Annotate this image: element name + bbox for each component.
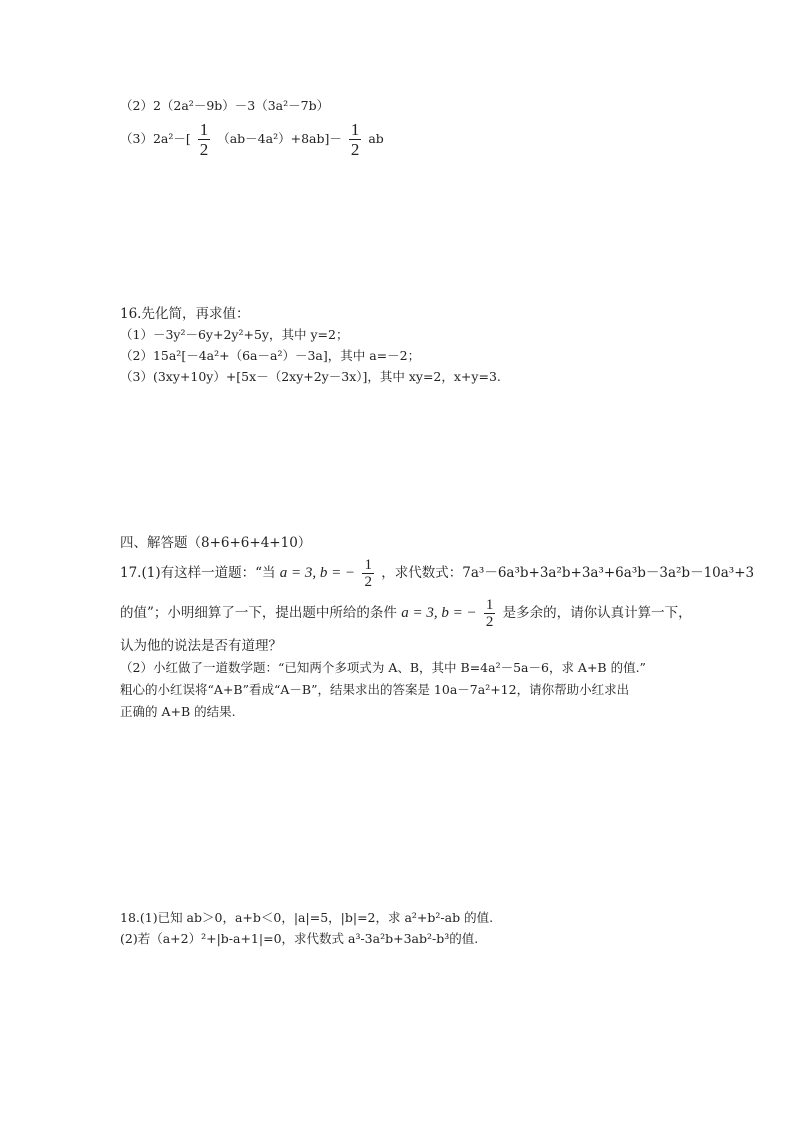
fraction-one-half (484, 597, 496, 630)
q15-item-3-part-b: （ab－4a²）+8ab]－ (217, 131, 342, 146)
q18-item-1: 18.(1)已知 ab＞0，a+b＜0，|a|=5，|b|=2，求 a²+b²-ab 的值. (120, 910, 494, 925)
q18-item-2: (2)若（a+2）²+|b-a+1|=0，求代数式 a³-3a²b+3ab²-b³的值. (120, 931, 479, 946)
q16-item-2: （2）15a²[－4a²+（6a－a²）－3a]，其中 a=－2； (120, 348, 421, 363)
q17-part-1-text-a: 17.(1)有这样一道题：“当 (120, 565, 276, 581)
fraction-numerator: 1 (485, 597, 494, 613)
fraction-one-half (362, 557, 374, 590)
q17-part-1-text-c: 的值”；小明细算了一下，提出题中所给的条件 (120, 605, 397, 621)
q15-item-3 (120, 120, 384, 159)
q15-item-3-part-a: （3）2a²－[ (120, 131, 191, 146)
fraction-one-half (349, 120, 362, 159)
q17-part-2-line-1: （2）小红做了一道数学题：“已知两个多项式为 A、B，其中 B=4a²－5a－6，求 A+B 的值.” (120, 660, 646, 675)
fraction-denominator: 2 (199, 140, 209, 159)
q15-item-3-part-c: ab (368, 131, 384, 146)
q17-part-1-line-2 (120, 597, 692, 630)
q16-item-1: （1）－3y²－6y+2y²+5y，其中 y=2； (120, 327, 349, 342)
q17-part-1-line-1 (120, 557, 754, 590)
fraction-denominator: 2 (364, 574, 372, 590)
fraction-numerator: 1 (350, 120, 360, 139)
fraction-denominator: 2 (350, 140, 360, 159)
fraction-numerator: 1 (364, 557, 372, 573)
q17-part-1-text-b: ，求代数式：7a³－6a³b+3a²b+3a³+6a³b－3a²b－10a³+3 (381, 565, 755, 581)
q16-title: 16.先化简，再求值： (120, 306, 250, 322)
fraction-denominator: 2 (485, 614, 494, 630)
q15-item-2: （2）2（2a²－9b）－3（3a²－7b） (120, 98, 330, 113)
section-4-title: 四、解答题（8+6+6+4+10） (120, 535, 312, 551)
q16-item-3: （3）(3xy+10y）+[5x－（2xy+2y－3x）]，其中 xy=2，x+y=3. (120, 369, 501, 384)
q17-part-2-line-3: 正确的 A+B 的结果. (120, 704, 236, 719)
q17-part-1-text-d: 是多余的，请你认真计算一下， (502, 605, 692, 621)
q17-condition-formula: a = 3, b = − (279, 565, 356, 581)
fraction-numerator: 1 (199, 120, 209, 139)
fraction-one-half (198, 120, 211, 159)
q17-part-1-line-3: 认为他的说法是否有道理？ (120, 638, 282, 654)
q17-condition-formula: a = 3, b = − (401, 605, 477, 621)
q17-part-2-line-2: 粗心的小红误将“A+B”看成“A－B”，结果求出的答案是 10a－7a²+12，请你帮助小红求出 (120, 682, 630, 697)
